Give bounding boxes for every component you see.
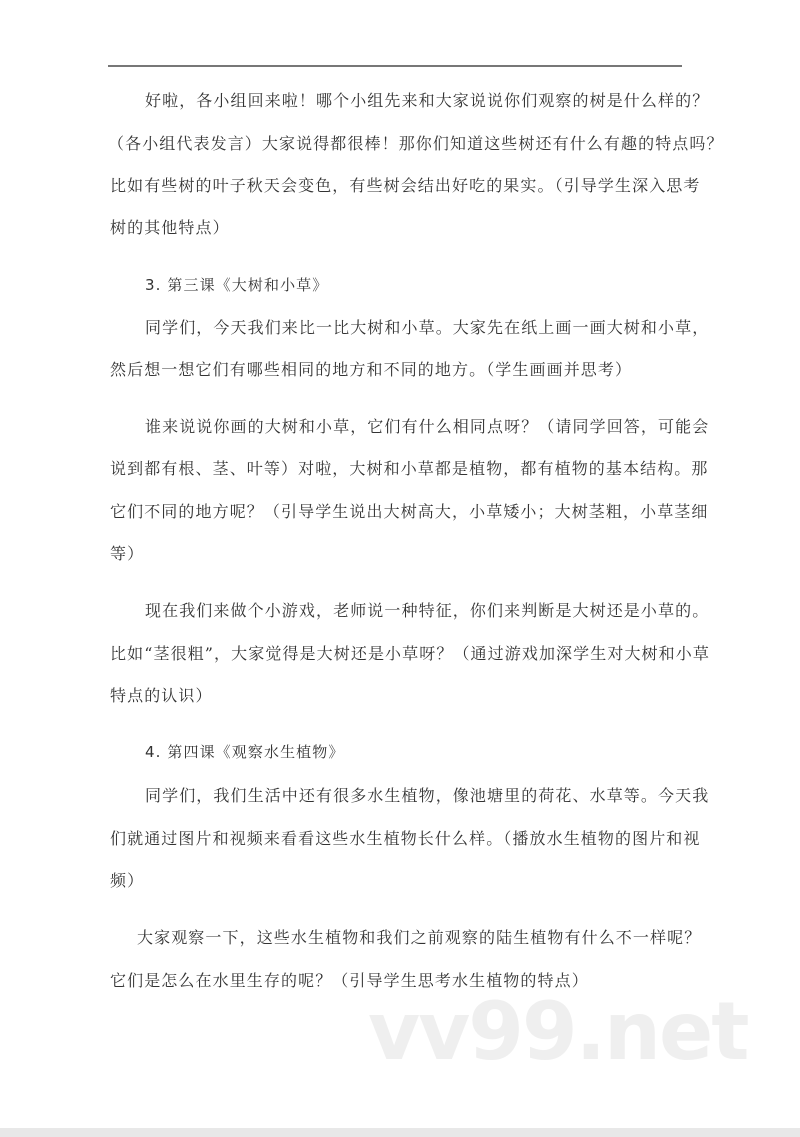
paragraph-line: 谁来说说你画的大树和小草，它们有什么相同点呀？（请同学回答，可能会 <box>145 417 710 436</box>
section-heading: 4. 第四课《观察水生植物》 <box>145 743 345 761</box>
paragraph-line: 树的其他特点） <box>110 218 230 237</box>
watermark: vv99.net <box>368 985 748 1078</box>
paragraph-line: 同学们，今天我们来比一比大树和小草。大家先在纸上画一画大树和小草， <box>145 318 710 337</box>
paragraph-line: 好啦，各小组回来啦！哪个小组先来和大家说说你们观察的树是什么样的？ <box>145 91 710 110</box>
paragraph-line: 比如“茎很粗”，大家觉得是大树还是小草呀？（通过游戏加深学生对大树和小草 <box>110 644 710 663</box>
paragraph-line: 然后想一想它们有哪些相同的地方和不同的地方。（学生画画并思考） <box>110 360 633 379</box>
paragraph-line: 同学们，我们生活中还有很多水生植物，像池塘里的荷花、水草等。今天我 <box>145 786 710 805</box>
paragraph-line: 它们是怎么在水里生存的呢？（引导学生思考水生植物的特点） <box>110 971 589 990</box>
page-bottom-edge <box>0 1128 800 1137</box>
paragraph-line: 们就通过图片和视频来看看这些水生植物长什么样。（播放水生植物的图片和视 <box>110 829 701 848</box>
paragraph-line: 比如有些树的叶子秋天会变色，有些树会结出好吃的果实。（引导学生深入思考 <box>110 176 701 195</box>
paragraph-line: 等） <box>110 544 145 563</box>
header-rule <box>108 65 682 67</box>
paragraph-line: 说到都有根、茎、叶等）对啦，大树和小草都是植物，都有植物的基本结构。那 <box>110 459 709 478</box>
paragraph-line: 它们不同的地方呢？（引导学生说出大树高大，小草矮小；大树茎粗，小草茎细 <box>110 502 709 521</box>
paragraph-line: 大家观察一下，这些水生植物和我们之前观察的陆生植物有什么不一样呢？ <box>137 928 702 947</box>
paragraph-line: （各小组代表发言）大家说得都很棒！那你们知道这些树还有什么有趣的特点吗？ <box>108 134 724 153</box>
paragraph-line: 频） <box>110 871 145 890</box>
section-heading: 3. 第三课《大树和小草》 <box>145 276 329 294</box>
paragraph-line: 特点的认识） <box>110 686 213 705</box>
paragraph-line: 现在我们来做个小游戏，老师说一种特征，你们来判断是大树还是小草的。 <box>145 601 710 620</box>
